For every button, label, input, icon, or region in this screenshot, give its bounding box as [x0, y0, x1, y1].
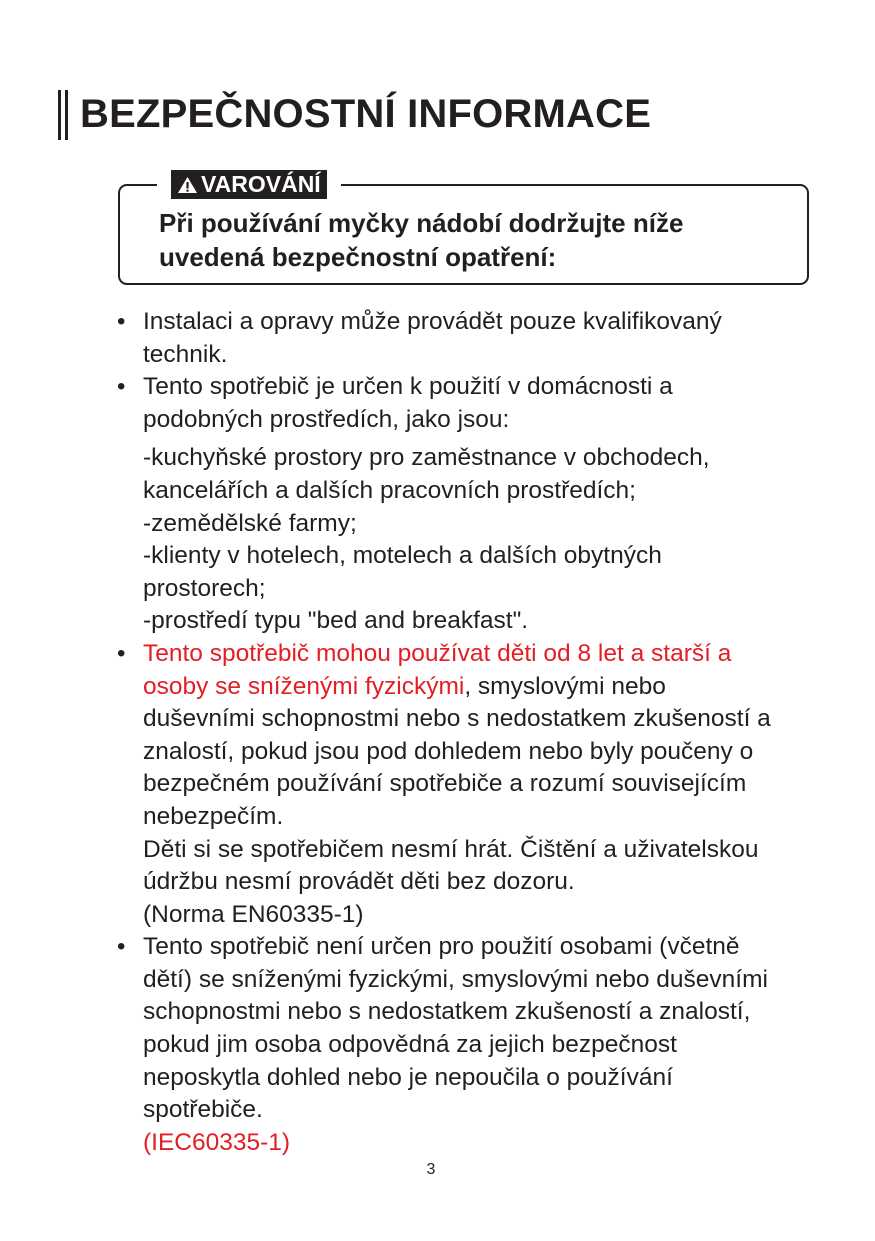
page-number: 3 — [426, 1161, 436, 1178]
norm-reference: (IEC60335-1) — [143, 1128, 291, 1156]
warning-text-line: Při používání myčky nádobí dodržujte níže — [159, 208, 684, 238]
item-text-line: neposkytla dohled nebo je nepoučila o používání — [143, 1063, 673, 1091]
item-text-line-highlighted: Tento spotřebič mohou používat děti od 8 let a starší a — [143, 639, 732, 667]
item-text-line: nebezpečím. — [143, 802, 284, 830]
list-item — [114, 931, 826, 1159]
warning-text — [159, 206, 789, 274]
norm-reference: (Norma EN60335-1) — [143, 900, 364, 928]
item-text-line: technik. — [143, 340, 228, 368]
sub-item-line: -klienty v hotelech, motelech a dalších obytných — [143, 542, 662, 570]
sub-item-line: -kuchyňské prostory pro zaměstnance v obchodech, — [143, 444, 710, 472]
list-item — [114, 306, 826, 371]
item-text-line: spotřebiče. — [143, 1096, 263, 1124]
warning-badge — [171, 170, 327, 199]
item-text-line: Tento spotřebič není určen pro použití osobami (včetně — [143, 933, 740, 961]
sub-item-line: kancelářích a dalších pracovních prostředích; — [143, 476, 636, 504]
item-text-line: Tento spotřebič je určen k použití v domácnosti a — [143, 373, 673, 401]
warning-label-text: VAROVÁNÍ — [201, 171, 321, 197]
plain-text: , smyslovými nebo — [464, 672, 666, 700]
item-text-line: pokud jim osoba odpovědná za jejich bezpečnost — [143, 1031, 677, 1059]
item-text-line-mixed — [143, 671, 826, 704]
list-item — [114, 638, 826, 931]
bullet: • — [117, 373, 126, 401]
item-text-line: Děti si se spotřebičem nesmí hrát. Čištění a uživatelskou — [143, 835, 759, 863]
sub-item-line: -prostředí typu "bed and breakfast". — [143, 607, 529, 635]
highlighted-text: osoby se sníženými fyzickými — [143, 672, 465, 700]
item-text-line: údržbu nesmí provádět děti bez dozoru. — [143, 868, 575, 896]
sub-list — [143, 442, 826, 638]
item-text-line: schopnostmi nebo s nedostatkem zkušeností a znalostí, — [143, 998, 751, 1026]
item-text-line: podobných prostředích, jako jsou: — [143, 405, 510, 433]
safety-list — [114, 306, 826, 1159]
warning-label — [157, 169, 341, 200]
bullet: • — [117, 308, 126, 335]
item-text-line: dětí) se sníženými fyzickými, smyslovými nebo duševními — [143, 965, 768, 993]
sub-item-line: -zemědělské farmy; — [143, 509, 357, 537]
item-text-line: duševními schopnostmi nebo s nedostatkem zkušeností a — [143, 705, 771, 733]
list-item — [114, 371, 826, 638]
bullet: • — [117, 933, 126, 961]
sub-item-line: prostorech; — [143, 574, 266, 602]
warning-text-line: uvedená bezpečnostní opatření: — [159, 242, 557, 272]
bullet: • — [117, 639, 126, 667]
item-text-line: znalostí, pokud jsou pod dohledem nebo byly poučeny o — [143, 737, 754, 765]
page-title: BEZPEČNOSTNÍ INFORMACE — [80, 92, 652, 136]
item-text-line: Instalaci a opravy může provádět pouze kvalifikovaný — [143, 308, 722, 335]
item-text-line: bezpečném používání spotřebiče a rozumí souvisejícím — [143, 770, 747, 798]
title-accent-bar — [58, 90, 68, 140]
warning-triangle-icon — [177, 176, 198, 194]
